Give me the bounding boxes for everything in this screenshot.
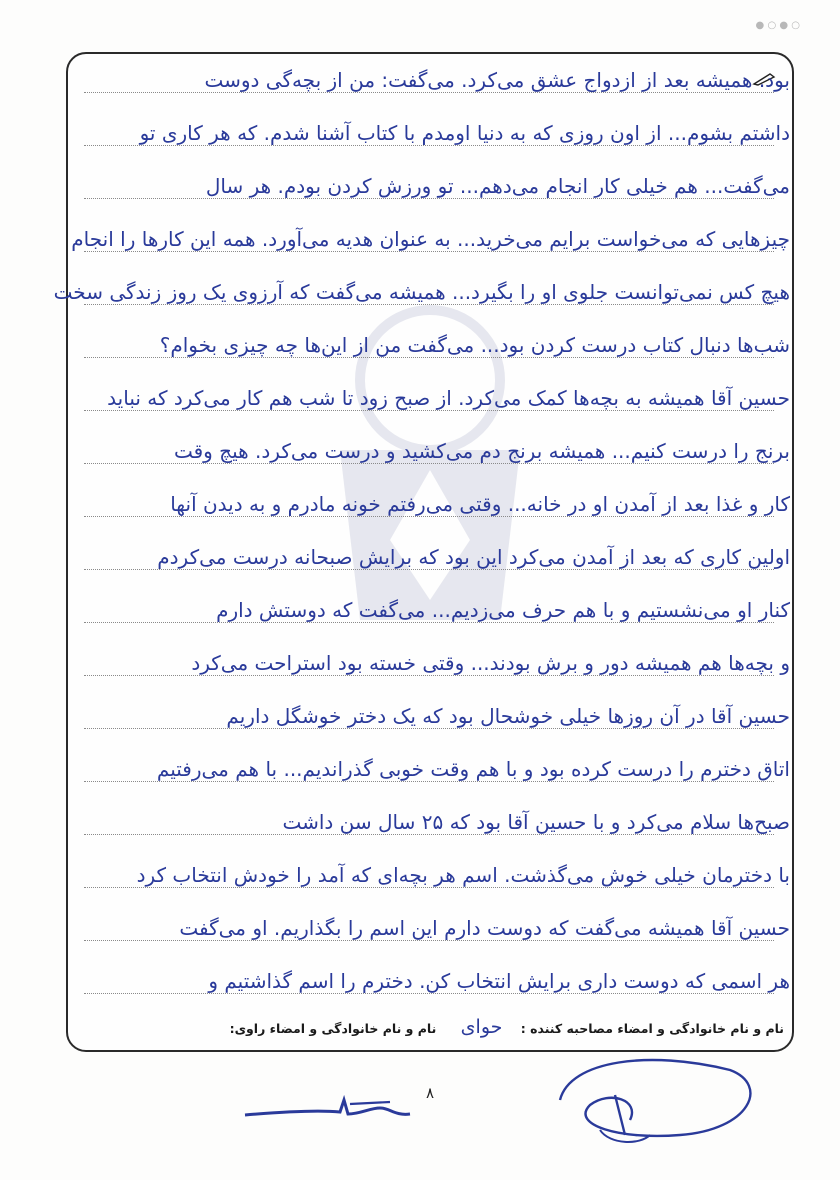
handwritten-line: اتاق دخترم را درست کرده بود و با هم وقت خوبی گذراندیم... با هم می‌رفتیم bbox=[156, 757, 790, 781]
handwritten-line: چیزهایی که می‌خواست برایم می‌خرید... به عنوان هدیه می‌آورد. همه این کارها را انجام bbox=[71, 227, 790, 251]
handwritten-line: داشتم بشوم... از اون روزی که به دنیا اومدم با کتاب آشنا شدم. که هر کاری تو bbox=[139, 121, 790, 145]
handwritten-line: هر اسمی که دوست داری برایش انتخاب کن. دخترم را اسم گذاشتیم و bbox=[208, 969, 790, 993]
handwritten-line: بود. همیشه بعد از ازدواج عشق می‌کرد. می‌گفت: من از بچه‌گی دوست bbox=[204, 68, 790, 92]
page-number: ۸ bbox=[426, 1084, 435, 1102]
handwritten-line: اولین کاری که بعد از آمدن می‌کرد این بود که برایش صبحانه درست می‌کردم bbox=[157, 545, 790, 569]
interviewer-signature-mark bbox=[240, 1090, 420, 1130]
interviewer-signature-label: نام و نام خانوادگی و امضاء مصاحبه کننده : bbox=[520, 1021, 784, 1036]
handwritten-line: حسین آقا در آن روزها خیلی خوشحال بود که یک دختر خوشگل داریم bbox=[226, 704, 790, 728]
handwritten-line: شب‌ها دنبال کتاب درست کردن بود... می‌گفت من از این‌ها چه چیزی بخوام؟ bbox=[159, 333, 790, 357]
narrator-signature-label: نام و نام خانوادگی و امضاء راوی: bbox=[229, 1021, 437, 1036]
handwritten-line: می‌گفت... هم خیلی کار انجام می‌دهم... تو ورزش کردن بودم. هر سال bbox=[205, 174, 790, 198]
corner-marks: ● ○ ● ○ bbox=[755, 20, 800, 31]
handwritten-line: برنج را درست کنیم... همیشه برنج دم می‌کشید و درست می‌کرد. هیچ وقت bbox=[173, 439, 790, 463]
handwritten-line: حسین آقا همیشه به بچه‌ها کمک می‌کرد. از صبح زود تا شب هم کار می‌کرد که نباید bbox=[107, 386, 790, 410]
handwritten-line: صبح‌ها سلام می‌کرد و با حسین آقا بود که ۲۵ سال سن داشت bbox=[282, 810, 790, 834]
handwritten-line: حسین آقا همیشه می‌گفت که دوست دارم این اسم را بگذاریم. او می‌گفت bbox=[179, 916, 790, 940]
handwritten-line: هیچ کس نمی‌توانست جلوی او را بگیرد... همیشه می‌گفت که آرزوی یک روز زندگی سخت bbox=[53, 280, 790, 304]
signature-labels-row bbox=[84, 1012, 784, 1042]
handwritten-line: با دخترمان خیلی خوش می‌گذشت. اسم هر بچه‌ای که آمد را خودش انتخاب کرد bbox=[136, 863, 790, 887]
handwritten-line: کنار او می‌نشستیم و با هم حرف می‌زدیم... می‌گفت که دوستش دارم bbox=[216, 598, 790, 622]
interviewer-signature: حوای bbox=[460, 1016, 503, 1038]
handwritten-line: کار و غذا بعد از آمدن او در خانه... وقتی می‌رفتم خونه مادرم و به دیدن آنها bbox=[170, 492, 790, 516]
handwritten-line: و بچه‌ها هم همیشه دور و برش بودند... وقتی خسته بود استراحت می‌کرد bbox=[191, 651, 790, 675]
narrator-signature bbox=[530, 1040, 770, 1150]
